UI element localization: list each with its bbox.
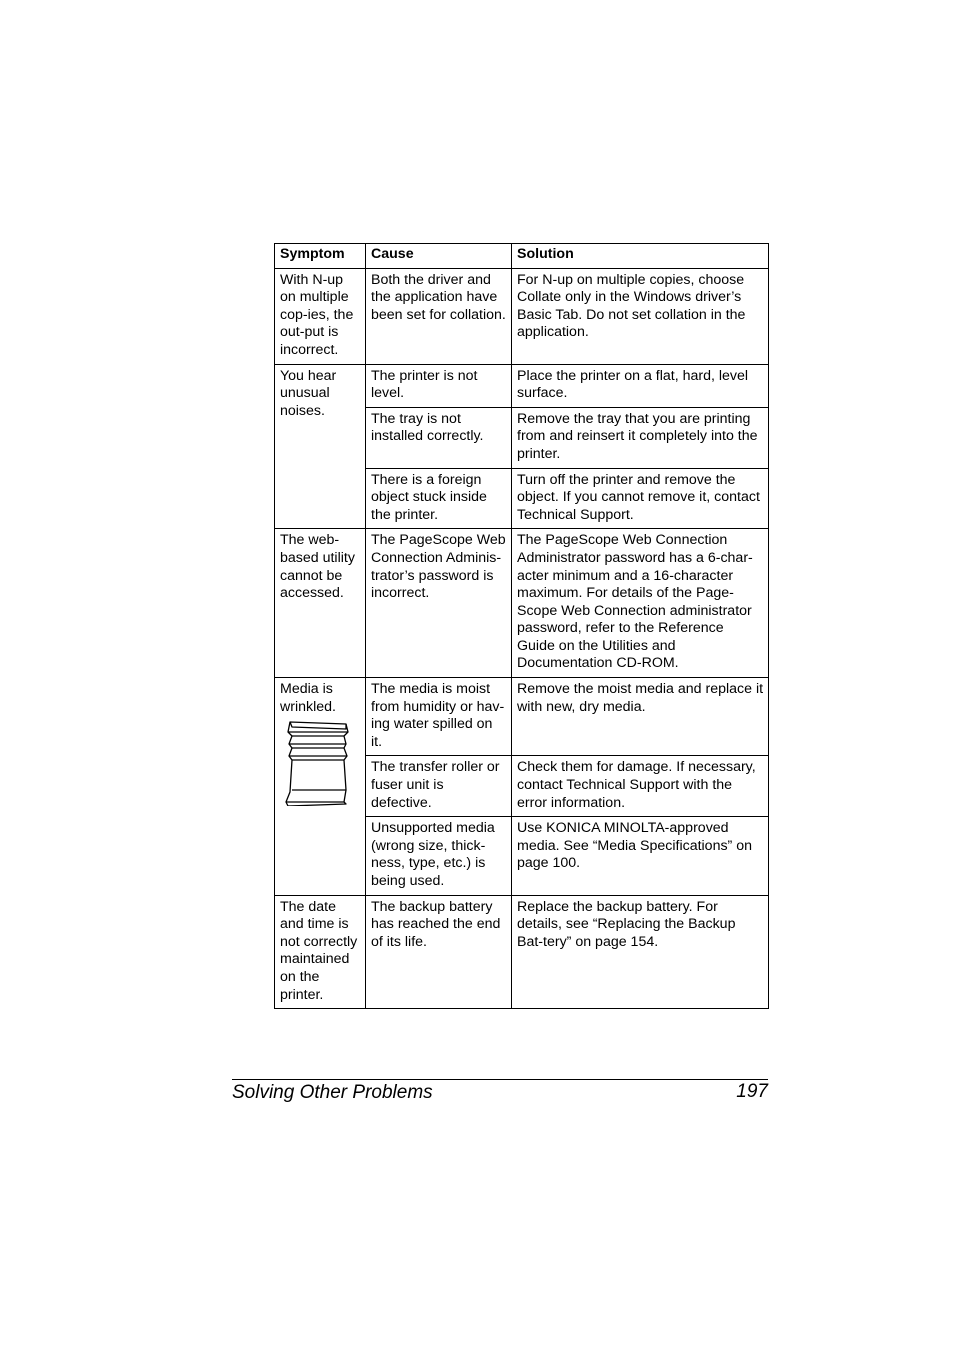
cause-cell: There is a foreign object stuck inside the printer. [366, 468, 512, 529]
table-row [275, 678, 769, 756]
cause-cell: The backup battery has reached the end of its life. [366, 895, 512, 1009]
cause-cell: The media is moist from humidity or hav-ing water spilled on it. [366, 678, 512, 756]
solution-cell: Check them for damage. If necessary, contact Technical Support with the error information. [512, 756, 769, 817]
cause-cell: Unsupported media (wrong size, thick-ness, type, etc.) is being used. [366, 817, 512, 895]
symptom-cell: The date and time is not correctly maintained on the printer. [275, 895, 366, 1009]
header-symptom: Symptom [275, 244, 366, 269]
table-row [275, 364, 769, 407]
cause-cell: The transfer roller or fuser unit is defective. [366, 756, 512, 817]
solution-cell: Turn off the printer and remove the object. If you cannot remove it, contact Technical Support. [512, 468, 769, 529]
solution-cell: Use KONICA MINOLTA-approved media. See “Media Specifications” on page 100. [512, 817, 769, 895]
solution-cell: Place the printer on a flat, hard, level surface. [512, 364, 769, 407]
solution-cell: For N-up on multiple copies, choose Collate only in the Windows driver’s Basic Tab. Do not set collation in the application. [512, 268, 769, 364]
symptom-cell: The web-based utility cannot be accessed. [275, 529, 366, 678]
solution-cell: The PageScope Web Connection Administrator password has a 6-char-acter minimum and a 16-character maximum. For details of the Page-Scope Web Connection administrator password, refer to the Reference Guide on the Utilities and Documentation CD-ROM. [512, 529, 769, 678]
table-row [275, 529, 769, 678]
cause-cell: The printer is not level. [366, 364, 512, 407]
table-row [275, 895, 769, 1009]
wrinkled-paper-icon [284, 720, 352, 806]
cause-cell: The tray is not installed correctly. [366, 407, 512, 468]
table-row [275, 268, 769, 364]
symptom-text: Media is wrinkled. [280, 681, 336, 715]
footer-section-title: Solving Other Problems [232, 1082, 433, 1103]
table-header-row [275, 244, 769, 269]
symptom-cell: With N-up on multiple cop-ies, the out-put is incorrect. [275, 268, 366, 364]
solution-cell: Remove the moist media and replace it with new, dry media. [512, 678, 769, 756]
solution-cell: Replace the backup battery. For details, see “Replacing the Backup Bat-tery” on page 154. [512, 895, 769, 1009]
footer-page-number: 197 [736, 1081, 768, 1102]
troubleshooting-table [274, 243, 769, 1009]
footer-rule [232, 1079, 768, 1080]
solution-cell: Remove the tray that you are printing from and reinsert it completely into the printer. [512, 407, 769, 468]
cause-cell: The PageScope Web Connection Adminis-trator’s password is incorrect. [366, 529, 512, 678]
symptom-cell: You hear unusual noises. [275, 364, 366, 529]
header-solution: Solution [512, 244, 769, 269]
header-cause: Cause [366, 244, 512, 269]
cause-cell: Both the driver and the application have been set for collation. [366, 268, 512, 364]
symptom-cell [275, 678, 366, 896]
